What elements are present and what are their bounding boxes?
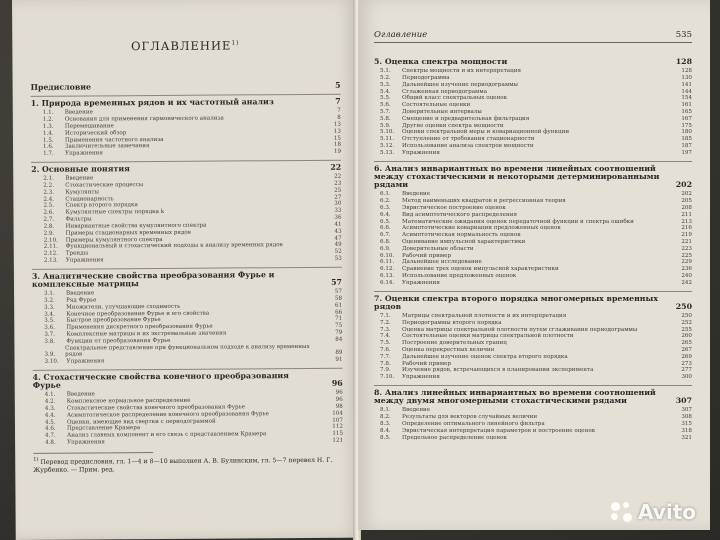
- toc-entry: 1.1. Введение 7: [42, 108, 341, 117]
- toc-entry: 4.1. Введение 96: [44, 390, 343, 399]
- toc-entry: 1.4. Исторический обзор 13: [42, 128, 341, 137]
- toc-entry: 7.3. Оценка матрицы спектральной плотности путем сглаживания периодограммы 255: [380, 326, 692, 333]
- toc-entry: 5.4. Сглаженная периодограмма 144: [380, 88, 692, 95]
- toc-entry: 6.9. Доверительные области 223: [380, 245, 692, 252]
- chapter-heading: 6. Анализ инвариантных во времени линейных соотношений между стохастическими и некоторыми детерминированными рядами 202: [374, 161, 692, 190]
- toc-entry: 2.11. Функциональный и стохастический подходы к анализу временных рядов 49: [43, 242, 342, 251]
- toc-entry: 8.3. Определение оптимального линейного фильтра 315: [380, 421, 692, 428]
- toc-entry: 5.10. Оценки спектральной меры и ковариационной функции 180: [380, 129, 692, 136]
- left-page: [12, 0, 360, 540]
- toc-entry: 2.7. Фильтры 36: [43, 214, 342, 223]
- toc-entry: 6.8. Оценивание импульсной характеристики 221: [380, 238, 692, 245]
- toc-entry: 3.10. Упражнения 91: [44, 356, 343, 366]
- toc-entry: 6.4. Вид асимптотического распределения 211: [380, 211, 692, 218]
- left-chapters: [31, 94, 343, 447]
- toc-entry: 5.3. Дальнейшее изучение периодограммы 141: [380, 81, 692, 88]
- toc-entry: 1.2. Основания для применения гармонического анализа 8: [42, 114, 341, 123]
- chapter-heading: 2. Основные понятия 22: [31, 160, 341, 174]
- toc-entry: 7.7. Дальнейшее изучение оценок спектра второго порядка 269: [380, 353, 692, 360]
- toc-entry: 7.2. Периодограммы второго порядка 252: [380, 319, 692, 326]
- toc-entry: 2.1. Введение 22: [43, 173, 342, 182]
- toc-entry: 5.12. Использование анализа спектров мощности 187: [380, 143, 692, 150]
- toc-entry: 7.5. Построение доверительных границ 265: [380, 340, 692, 347]
- footnote: $^{1)}$ Перевод предисловия, гл. 1—4 и 8—10 выполнен А. В. Булинским, гл. 5—7 перевел Н. Г. Журбенко. — Прим. ред.: [33, 456, 333, 474]
- toc-entry: 5.6. Состоятельные оценки 161: [380, 102, 692, 109]
- running-head: Оглавление 535: [374, 30, 692, 43]
- toc-entry: 6.13. Использование предложенных оценок 240: [380, 273, 692, 279]
- toc-title: ОГЛАВЛЕНИЕ$^{1)}$: [131, 38, 240, 54]
- toc-entry: 1.3. Перемешивание 13: [42, 121, 341, 130]
- avito-logo-icon: [611, 502, 633, 522]
- toc-entry: 6.12. Сравнение трех оценок импульсной характеристики 236: [380, 266, 692, 273]
- toc-entry: 5.9. Другие оценки спектра мощности 175: [380, 122, 692, 129]
- toc-entry: 8.4. Эвристическая интерпретация параметров и построение оценок 318: [380, 427, 692, 434]
- toc-entry: 2.12. Тренды 52: [43, 248, 342, 257]
- toc-entry: 5.1. Спектры мощности и их интерпретация 128: [380, 68, 692, 75]
- toc-entry: 7.6. Оценка перекрестных величин 267: [380, 347, 692, 354]
- toc-entry: 7.4. Состоятельные оценки матрицы спектральной плотности 260: [380, 333, 692, 340]
- toc-entry: 2.5. Спектр второго порядка 30: [43, 201, 342, 210]
- avito-watermark: Avito: [611, 500, 696, 524]
- toc-entry: 5.8. Смещение и предварительная фильтрация 167: [380, 115, 692, 122]
- toc-entry: 2.10. Примеры кумулянтного спектра 47: [43, 235, 342, 244]
- toc-entry: 3.9. Спектральное представление при функциональном подходе к анализу временных рядов 89: [44, 343, 343, 359]
- toc-entry: 4.3. Стохастические свойства конечного преобразования Фурье 98: [44, 403, 343, 412]
- chapter-heading: 7. Оценки спектра второго порядка многомерных временных рядов 250: [374, 291, 692, 311]
- toc-entry: 2.9. Примеры стационарных временных рядов 43: [43, 228, 342, 237]
- toc-entry: 6.14. Упражнения 242: [380, 279, 692, 286]
- toc-entry: 6.7. Асимптотическая нормальность оценок 219: [380, 232, 692, 239]
- toc-entry: 6.2. Метод наименьших квадратов и регрессионная теория 205: [380, 198, 692, 205]
- toc-entry: 6.11. Дальнейшее исследование 229: [380, 259, 692, 266]
- toc-entry: 3.1. Введение 57: [44, 288, 343, 297]
- toc-entry: 4.4. Асимптотическое распределение конечного преобразования Фурье 104: [44, 410, 343, 419]
- toc-entry: 3.2. Ряд Фурье 58: [44, 295, 343, 304]
- toc-entry: 7.8. Рабочий пример 273: [380, 360, 692, 367]
- right-chapters: [374, 55, 692, 442]
- toc-entry: 4.6. Представление Крамера 112: [44, 424, 344, 433]
- toc-entry: 8.5. Предельное распределение оценок 321: [380, 434, 692, 441]
- toc-entry: 4.2. Комплексное нормальное распределение 96: [44, 396, 343, 405]
- toc-entry: 5.11. Отступление от требования стационарности 185: [380, 136, 692, 143]
- toc-entry: 7.10. Упражнения 300: [380, 374, 692, 381]
- right-page: [358, 0, 710, 530]
- toc-entry: 6.10. Рабочий пример 225: [380, 252, 692, 259]
- toc-entry: 2.13. Упражнения 53: [43, 255, 342, 264]
- chapter-heading: 3. Аналитические свойства преобразования Фурье и комплексные матрицы 57: [32, 266, 342, 289]
- toc-entry: 4.7. Анализ главных компонент и его связь с представлением Крамера 115: [45, 430, 344, 440]
- toc-entry: 1.5. Применения частотного анализа 15: [42, 135, 341, 144]
- toc-entry: 3.8. Функции от преобразования Фурье 84: [44, 336, 343, 345]
- toc-entry: 5.2. Периодограмма 130: [380, 74, 692, 81]
- toc-entry: 3.4. Конечное преобразование Фурье и его свойства 66: [44, 309, 343, 318]
- toc-entry: 4.8. Упражнения 121: [45, 437, 344, 446]
- toc-entry: 5.13. Упражнения 197: [380, 149, 692, 156]
- toc-entry: 6.1. Введение 202: [380, 191, 692, 198]
- toc-entry: 6.6. Асимптотические ковариации предложенных оценок 216: [380, 225, 692, 232]
- toc-entry: 3.7. Комплексные матрицы и их экстремальные значения 79: [44, 329, 343, 338]
- chapter-heading: 5. Оценка спектра мощности 128: [374, 57, 692, 66]
- toc-entry: 8.2. Результаты для векторов случайных величин 308: [380, 414, 692, 421]
- preface-row: Предисловие 5: [30, 80, 341, 92]
- toc-entry: 1.6. Заключительные замечания 18: [43, 142, 342, 151]
- toc-entry: 4.5. Оценки, имеющие вид свертки с периодограммой 107: [44, 417, 343, 426]
- chapter-heading: 4. Стохастические свойства конечного преобразования Фурье 96: [33, 368, 343, 391]
- toc-entry: 2.3. Кумулянты 25: [43, 187, 342, 196]
- chapter-heading: 1. Природа временных рядов и их частотный анализ 7: [31, 94, 341, 108]
- toc-entry: 2.8. Инвариантные свойства кумулянтного спектра 41: [43, 221, 342, 230]
- toc-entry: 5.5. Общий класс спектральных оценок 154: [380, 95, 692, 102]
- toc-entry: 7.1. Матрицы спектральной плотности и их интерпретация 250: [380, 312, 692, 319]
- toc-entry: 5.7. Доверительные интервалы 165: [380, 109, 692, 116]
- toc-entry: 2.6. Кумулянтные спектры порядка k 33: [43, 207, 342, 217]
- toc-entry: 3.3. Множители, улучшающие сходимость 61: [44, 302, 343, 311]
- toc-entry: 8.1. Введение 307: [380, 407, 692, 414]
- toc-entry: 1.7. Упражнения 19: [43, 148, 342, 158]
- toc-entry: 2.4. Стационарность 27: [43, 194, 342, 203]
- toc-entry: 6.3. Эвристическое построение оценок 208: [380, 204, 692, 211]
- toc-entry: 7.9. Изучение рядов, встречающихся в планировании эксперимента 277: [380, 367, 692, 374]
- chapter-heading: 8. Анализ линейных инвариантных во времени соотношений между двумя многомерными стохастическими рядами 307: [374, 385, 692, 405]
- toc-entry: 3.6. Применения дискретного преобразования Фурье 75: [44, 322, 343, 331]
- toc-entry: 6.5. Математические ожидания оценок передаточной функции и спектра ошибки 213: [380, 218, 692, 225]
- toc-entry: 2.2. Стохастические процессы 23: [43, 180, 342, 189]
- toc-entry: 3.5. Быстрое преобразование Фурье 71: [44, 316, 343, 325]
